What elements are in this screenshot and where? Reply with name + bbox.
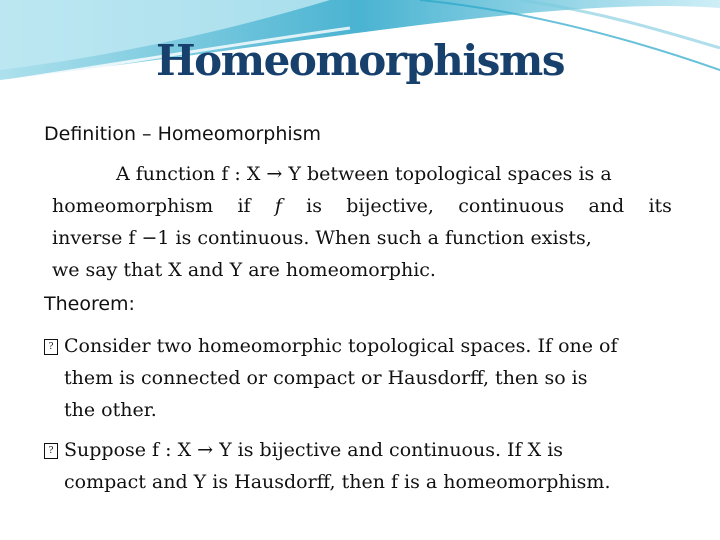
theorem-list <box>44 330 684 498</box>
word: continuous <box>458 195 565 217</box>
theorem-item-2 <box>44 434 684 498</box>
word: if <box>237 195 251 217</box>
word: bijective, <box>346 195 434 217</box>
definition-line-2 <box>52 190 672 222</box>
word: homeomorphism <box>52 195 214 217</box>
word: and <box>588 195 625 217</box>
theorem-item-1 <box>44 330 684 426</box>
word: is <box>306 195 322 217</box>
definition-line-4: we say that X and Y are homeomorphic. <box>52 259 436 281</box>
theorem-item-1-line-3: the other. <box>64 399 157 421</box>
theorem-item-2-line-2: compact and Y is Hausdorff, then f is a homeomorphism. <box>64 471 611 493</box>
definition-line-1: A function f : X → Y between topological spaces is a <box>116 163 612 185</box>
theorem-item-1-line-1: Consider two homeomorphic topological spaces. If one of <box>64 335 618 357</box>
theorem-item-1-line-2: them is connected or compact or Hausdorff, then so is <box>64 367 588 389</box>
definition-paragraph <box>52 158 672 286</box>
definition-line-3: inverse f −1 is continuous. When such a function exists, <box>52 227 592 249</box>
theorem-heading: Theorem: <box>44 293 135 315</box>
word: its <box>648 195 672 217</box>
theorem-item-2-line-1: Suppose f : X → Y is bijective and continuous. If X is <box>64 439 564 461</box>
page-title: Homeomorphisms <box>155 36 565 85</box>
bullet-icon: ? <box>44 443 58 459</box>
word: f <box>274 195 282 217</box>
bullet-icon: ? <box>44 339 58 355</box>
definition-heading: Definition – Homeomorphism <box>44 123 322 145</box>
